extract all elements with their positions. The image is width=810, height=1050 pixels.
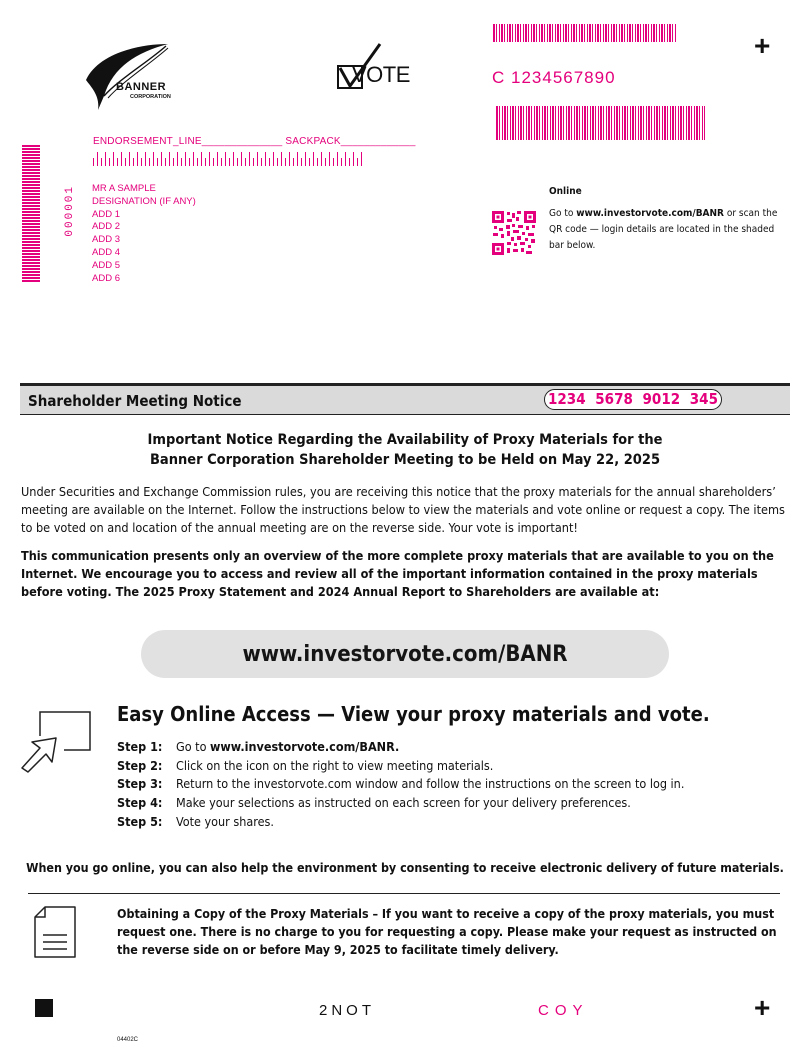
tiny-form-code: 04402C	[117, 1037, 139, 1043]
step-text: Return to the investorvote.com window and follow the instructions on the screen to log in.	[176, 776, 685, 792]
qr-code-icon[interactable]	[492, 211, 536, 255]
banner-swoosh-icon	[78, 40, 178, 120]
address-line: ADD 1	[92, 208, 120, 220]
logo-subname: CORPORATION	[130, 94, 171, 100]
steps-list	[117, 738, 684, 832]
step-item	[117, 813, 684, 832]
address-line: ADD 2	[92, 221, 120, 233]
step-label: Step 5:	[117, 813, 163, 829]
online-text-prefix: Go to	[549, 208, 577, 219]
address-line: ADD 4	[92, 246, 120, 258]
notice-title: Shareholder Meeting Notice	[28, 392, 242, 410]
registration-mark-top: +	[754, 30, 771, 61]
form-code-pink: COY	[538, 1002, 589, 1019]
endorsement-line: ENDORSEMENT_LINE______________ SACKPACK_____________	[93, 136, 416, 147]
headline-line: Important Notice Regarding the Availability of Proxy Materials for the	[147, 432, 663, 448]
vote-logo-text: VOTE	[352, 62, 410, 87]
address-line: ADD 6	[92, 272, 120, 284]
address-line: ADD 3	[92, 234, 120, 246]
control-number: 1234 5678 9012 345	[544, 389, 722, 410]
step-item	[117, 738, 684, 757]
banner-corporation-logo	[78, 40, 178, 120]
step-text: Go to	[176, 739, 211, 754]
vote-logo	[336, 42, 416, 92]
step-label: Step 4:	[117, 795, 163, 811]
account-barcode	[496, 106, 705, 140]
step-item	[117, 775, 684, 794]
step-url-link[interactable]: www.investorvote.com/BANR.	[210, 739, 400, 754]
online-url-link[interactable]: www.investorvote.com/BANR	[576, 208, 724, 219]
sequence-code: 000001	[64, 185, 76, 237]
registration-mark-bottom: +	[754, 992, 771, 1023]
shareholder-notice-bar	[20, 383, 790, 415]
top-barcode	[493, 24, 677, 42]
step-label: Step 2:	[117, 757, 163, 773]
copy-request-notice: Obtaining a Copy of the Proxy Materials – If you want to receive a copy of the proxy materials, you must request one. There is no charge to you for requesting a copy. Please make your request as instructed on the reverse side on or before May 9, 2025 to facilitate timely delivery.	[117, 906, 777, 957]
logo-name: BANNER	[116, 81, 167, 93]
section-divider	[28, 893, 780, 894]
easy-access-title: Easy Online Access — View your proxy materials and vote.	[117, 702, 710, 726]
mailing-address	[92, 183, 196, 285]
online-text-suffix: or scan the QR code — login details are located in the shaded bar below.	[549, 208, 778, 251]
account-id: C 1234567890	[492, 68, 616, 87]
step-text: Vote your shares.	[176, 813, 274, 829]
headline-line: Banner Corporation Shareholder Meeting to be Held on May 22, 2025	[149, 452, 661, 468]
click-cursor-icon	[20, 710, 92, 774]
address-line: DESIGNATION (IF ANY)	[92, 195, 196, 207]
document-icon	[33, 905, 77, 959]
address-line: MR A SAMPLE	[92, 183, 156, 194]
online-instructions	[549, 206, 789, 254]
left-vertical-barcode	[22, 145, 40, 283]
address-line: ADD 5	[92, 259, 120, 271]
investorvote-url-banner[interactable]: www.investorvote.com/BANR	[141, 630, 669, 678]
notice-headline	[0, 430, 810, 470]
step-label: Step 3:	[117, 776, 163, 792]
online-title: Online	[549, 186, 582, 197]
environment-note: When you go online, you can also help the environment by consenting to receive electronic delivery of future materials.	[26, 860, 784, 875]
step-item	[117, 757, 684, 776]
intro-paragraph: Under Securities and Exchange Commission rules, you are receiving this notice that the proxy materials for the annual shareholders’ meeting are available on the Internet. Follow the instructions below to view the materials and vote online or request a copy. The items to be voted on and location of the annual meeting are on the reverse side. Your vote is important!	[21, 484, 785, 535]
postal-barcode	[93, 152, 363, 166]
form-code: 2NOT	[319, 1002, 376, 1019]
overview-paragraph: This communication presents only an overview of the more complete proxy materials that are available to you on the Internet. We encourage you to access and review all of the important information contained in the proxy materials before voting. The 2025 Proxy Statement and 2024 Annual Report to Shareholders are available at:	[21, 548, 774, 599]
step-text: Make your selections as instructed on each screen for your delivery preferences.	[176, 795, 631, 811]
step-item	[117, 794, 684, 813]
registration-square	[35, 999, 53, 1017]
step-text: Click on the icon on the right to view meeting materials.	[176, 757, 494, 773]
step-label: Step 1:	[117, 739, 163, 754]
